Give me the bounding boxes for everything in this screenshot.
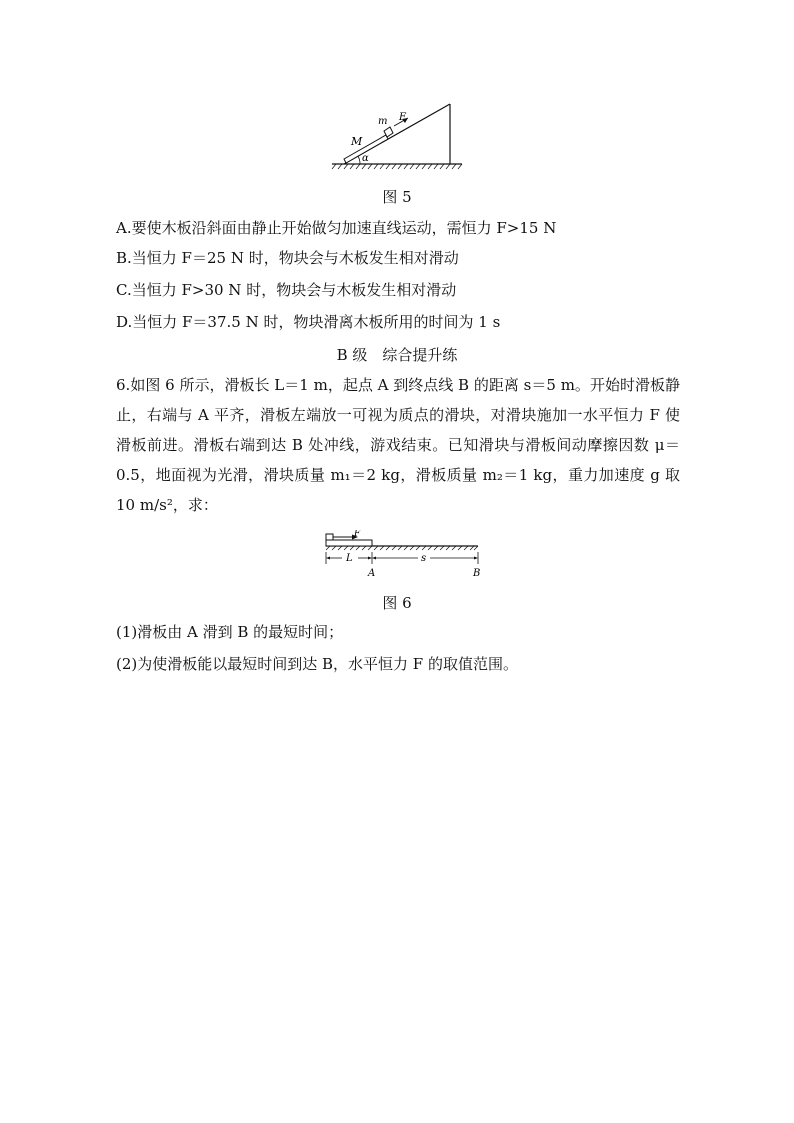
option-a: A.要使木板沿斜面由静止开始做匀加速直线运动，需恒力 F>15 N: [116, 219, 557, 237]
option-b: B.当恒力 F＝25 N 时，物块会与木板发生相对滑动: [116, 249, 459, 267]
label-s: s: [421, 553, 427, 564]
option-c: C.当恒力 F>30 N 时，物块会与木板发生相对滑动: [116, 281, 457, 299]
label-F: F: [399, 112, 406, 123]
figure-6-diagram: [318, 530, 488, 582]
label-m: m: [378, 116, 388, 127]
section-title: B 级 综合提升练: [336, 346, 458, 364]
question-2: (2)为使滑板能以最短时间到达 B，水平恒力 F 的取值范围。: [116, 655, 518, 673]
figure-5-diagram: [328, 96, 468, 174]
label-L: L: [346, 553, 353, 564]
question-1: (1)滑板由 A 滑到 B 的最短时间；: [116, 623, 344, 641]
option-d: D.当恒力 F＝37.5 N 时，物块滑离木板所用的时间为 1 s: [116, 313, 501, 331]
problem-6-text: 6.如图 6 所示，滑板长 L＝1 m，起点 A 到终点线 B 的距离 s＝5 m。开始时滑板静止，右端与 A 平齐，滑板左端放一可视为质点的滑块，对滑块施加一水平恒力 F 使滑板前进。滑板右端到达 B 处冲线，游戏结束。已知滑块与滑板间动摩擦因数 μ＝0.5，地面视为光滑，滑块质量 m₁＝2 kg，滑板质量 m₂＝1 kg，重力加速度 g 取 10 m/s²，求：: [116, 376, 680, 514]
label-A: A: [368, 568, 376, 579]
label-F: F: [354, 530, 361, 539]
figure-6-caption: 图 6: [382, 594, 412, 612]
label-B: B: [473, 568, 481, 579]
label-M: M: [351, 135, 363, 148]
figure-5-caption: 图 5: [382, 188, 412, 206]
label-alpha: α: [362, 153, 369, 164]
